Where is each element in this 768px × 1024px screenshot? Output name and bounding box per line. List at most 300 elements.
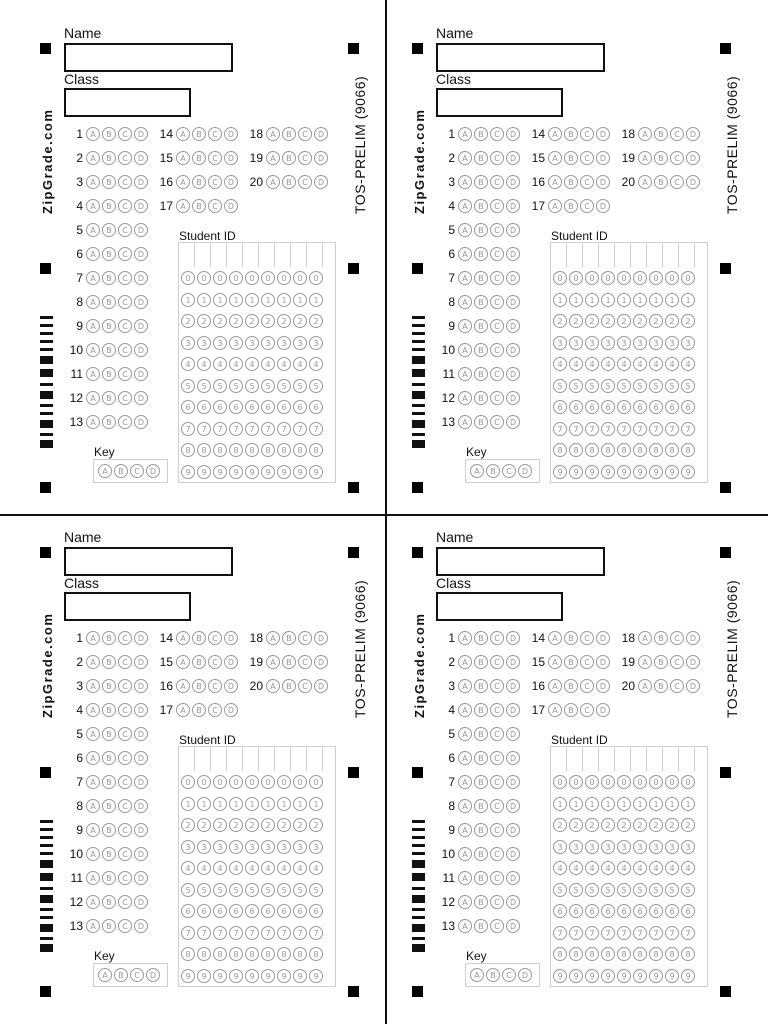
digit-bubble[interactable]: 4 bbox=[569, 357, 583, 371]
digit-bubble[interactable]: 6 bbox=[229, 904, 243, 918]
digit-bubble[interactable]: 6 bbox=[633, 400, 647, 414]
digit-bubble[interactable]: 5 bbox=[649, 883, 663, 897]
student-id-entry-box[interactable] bbox=[599, 747, 615, 771]
answer-bubble[interactable]: C bbox=[118, 847, 132, 861]
digit-bubble[interactable]: 4 bbox=[569, 861, 583, 875]
answer-bubble[interactable]: A bbox=[638, 151, 652, 165]
answer-bubble[interactable]: A bbox=[548, 655, 562, 669]
digit-bubble[interactable]: 3 bbox=[261, 840, 275, 854]
digit-bubble[interactable]: 6 bbox=[553, 400, 567, 414]
answer-bubble[interactable]: C bbox=[580, 631, 594, 645]
answer-bubble[interactable]: B bbox=[654, 175, 668, 189]
answer-bubble[interactable]: D bbox=[134, 199, 148, 213]
answer-bubble[interactable]: C bbox=[670, 679, 684, 693]
digit-bubble[interactable]: 1 bbox=[649, 797, 663, 811]
answer-bubble[interactable]: B bbox=[282, 655, 296, 669]
digit-bubble[interactable]: 6 bbox=[617, 904, 631, 918]
answer-bubble[interactable]: A bbox=[548, 127, 562, 141]
answer-bubble[interactable]: A bbox=[176, 127, 190, 141]
digit-bubble[interactable]: 5 bbox=[229, 883, 243, 897]
digit-bubble[interactable]: 9 bbox=[633, 969, 647, 983]
digit-bubble[interactable]: 4 bbox=[277, 357, 291, 371]
answer-bubble[interactable]: D bbox=[224, 655, 238, 669]
digit-bubble[interactable]: 0 bbox=[681, 775, 695, 789]
digit-bubble[interactable]: 8 bbox=[569, 947, 583, 961]
digit-bubble[interactable]: 3 bbox=[245, 840, 259, 854]
digit-bubble[interactable]: 2 bbox=[261, 314, 275, 328]
answer-bubble[interactable]: C bbox=[118, 751, 132, 765]
digit-bubble[interactable]: 8 bbox=[293, 443, 307, 457]
digit-bubble[interactable]: 6 bbox=[665, 400, 679, 414]
digit-bubble[interactable]: 4 bbox=[617, 357, 631, 371]
student-id-entry-box[interactable] bbox=[291, 747, 307, 771]
digit-bubble[interactable]: 8 bbox=[665, 443, 679, 457]
digit-bubble[interactable]: 2 bbox=[681, 314, 695, 328]
digit-bubble[interactable]: 3 bbox=[309, 840, 323, 854]
digit-bubble[interactable]: 3 bbox=[649, 336, 663, 350]
answer-bubble[interactable]: D bbox=[596, 703, 610, 717]
answer-bubble[interactable]: A bbox=[458, 343, 472, 357]
digit-bubble[interactable]: 3 bbox=[601, 336, 615, 350]
digit-bubble[interactable]: 9 bbox=[181, 969, 195, 983]
answer-bubble[interactable]: D bbox=[134, 319, 148, 333]
class-field[interactable] bbox=[436, 592, 563, 621]
student-id-entry-box[interactable] bbox=[275, 747, 291, 771]
digit-bubble[interactable]: 9 bbox=[569, 465, 583, 479]
answer-bubble[interactable]: B bbox=[654, 679, 668, 693]
digit-bubble[interactable]: 8 bbox=[601, 947, 615, 961]
answer-bubble[interactable]: B bbox=[474, 247, 488, 261]
answer-bubble[interactable]: C bbox=[580, 127, 594, 141]
answer-bubble[interactable]: B bbox=[102, 247, 116, 261]
answer-bubble[interactable]: C bbox=[490, 751, 504, 765]
digit-bubble[interactable]: 1 bbox=[309, 797, 323, 811]
answer-bubble[interactable]: D bbox=[596, 655, 610, 669]
key-bubble[interactable]: B bbox=[486, 968, 500, 982]
answer-bubble[interactable]: C bbox=[208, 631, 222, 645]
student-id-entry-box[interactable] bbox=[179, 243, 195, 267]
digit-bubble[interactable]: 3 bbox=[665, 336, 679, 350]
answer-bubble[interactable]: C bbox=[118, 631, 132, 645]
digit-bubble[interactable]: 7 bbox=[665, 926, 679, 940]
digit-bubble[interactable]: 1 bbox=[617, 293, 631, 307]
answer-bubble[interactable]: C bbox=[208, 151, 222, 165]
answer-bubble[interactable]: B bbox=[192, 655, 206, 669]
digit-bubble[interactable]: 4 bbox=[585, 861, 599, 875]
digit-bubble[interactable]: 7 bbox=[585, 926, 599, 940]
answer-bubble[interactable]: D bbox=[134, 631, 148, 645]
digit-bubble[interactable]: 0 bbox=[617, 271, 631, 285]
digit-bubble[interactable]: 6 bbox=[585, 904, 599, 918]
answer-bubble[interactable]: B bbox=[654, 151, 668, 165]
digit-bubble[interactable]: 1 bbox=[633, 293, 647, 307]
answer-bubble[interactable]: A bbox=[458, 415, 472, 429]
digit-bubble[interactable]: 5 bbox=[245, 379, 259, 393]
answer-bubble[interactable]: D bbox=[596, 631, 610, 645]
key-bubble[interactable]: D bbox=[518, 968, 532, 982]
answer-bubble[interactable]: D bbox=[224, 175, 238, 189]
digit-bubble[interactable]: 2 bbox=[665, 818, 679, 832]
answer-bubble[interactable]: B bbox=[102, 823, 116, 837]
answer-bubble[interactable]: B bbox=[192, 679, 206, 693]
digit-bubble[interactable]: 7 bbox=[293, 926, 307, 940]
digit-bubble[interactable]: 6 bbox=[213, 904, 227, 918]
digit-bubble[interactable]: 8 bbox=[181, 443, 195, 457]
key-bubble[interactable]: C bbox=[130, 968, 144, 982]
answer-bubble[interactable]: B bbox=[474, 175, 488, 189]
answer-bubble[interactable]: B bbox=[474, 847, 488, 861]
answer-bubble[interactable]: C bbox=[580, 151, 594, 165]
digit-bubble[interactable]: 7 bbox=[229, 926, 243, 940]
digit-bubble[interactable]: 5 bbox=[213, 379, 227, 393]
answer-bubble[interactable]: D bbox=[506, 775, 520, 789]
answer-bubble[interactable]: B bbox=[192, 199, 206, 213]
answer-bubble[interactable]: A bbox=[86, 415, 100, 429]
class-field[interactable] bbox=[64, 592, 191, 621]
answer-bubble[interactable]: D bbox=[686, 679, 700, 693]
digit-bubble[interactable]: 2 bbox=[293, 818, 307, 832]
answer-bubble[interactable]: C bbox=[490, 391, 504, 405]
digit-bubble[interactable]: 3 bbox=[181, 840, 195, 854]
answer-bubble[interactable]: B bbox=[102, 751, 116, 765]
digit-bubble[interactable]: 9 bbox=[649, 969, 663, 983]
answer-bubble[interactable]: A bbox=[458, 703, 472, 717]
key-bubble[interactable]: B bbox=[114, 968, 128, 982]
student-id-entry-box[interactable] bbox=[599, 243, 615, 267]
answer-bubble[interactable]: D bbox=[224, 127, 238, 141]
digit-bubble[interactable]: 3 bbox=[633, 840, 647, 854]
answer-bubble[interactable]: C bbox=[298, 655, 312, 669]
key-bubble[interactable]: A bbox=[470, 968, 484, 982]
digit-bubble[interactable]: 0 bbox=[181, 775, 195, 789]
student-id-entry-box[interactable] bbox=[551, 243, 567, 267]
digit-bubble[interactable]: 5 bbox=[569, 883, 583, 897]
digit-bubble[interactable]: 2 bbox=[681, 818, 695, 832]
digit-bubble[interactable]: 1 bbox=[617, 797, 631, 811]
answer-bubble[interactable]: D bbox=[506, 871, 520, 885]
digit-bubble[interactable]: 9 bbox=[309, 465, 323, 479]
answer-bubble[interactable]: B bbox=[474, 151, 488, 165]
key-bubble[interactable]: C bbox=[130, 464, 144, 478]
digit-bubble[interactable]: 0 bbox=[181, 271, 195, 285]
digit-bubble[interactable]: 6 bbox=[197, 400, 211, 414]
digit-bubble[interactable]: 0 bbox=[617, 775, 631, 789]
digit-bubble[interactable]: 7 bbox=[569, 926, 583, 940]
answer-bubble[interactable]: D bbox=[506, 127, 520, 141]
answer-bubble[interactable]: C bbox=[670, 631, 684, 645]
answer-bubble[interactable]: C bbox=[490, 295, 504, 309]
digit-bubble[interactable]: 1 bbox=[553, 293, 567, 307]
digit-bubble[interactable]: 0 bbox=[553, 271, 567, 285]
answer-bubble[interactable]: D bbox=[314, 679, 328, 693]
answer-bubble[interactable]: A bbox=[458, 847, 472, 861]
digit-bubble[interactable]: 2 bbox=[197, 314, 211, 328]
student-id-entry-box[interactable] bbox=[291, 243, 307, 267]
digit-bubble[interactable]: 5 bbox=[633, 883, 647, 897]
answer-bubble[interactable]: B bbox=[654, 127, 668, 141]
digit-bubble[interactable]: 7 bbox=[617, 926, 631, 940]
answer-bubble[interactable]: C bbox=[118, 295, 132, 309]
answer-bubble[interactable]: B bbox=[102, 679, 116, 693]
student-id-entry-box[interactable] bbox=[679, 243, 695, 267]
answer-bubble[interactable]: A bbox=[86, 679, 100, 693]
answer-bubble[interactable]: C bbox=[490, 775, 504, 789]
digit-bubble[interactable]: 0 bbox=[229, 271, 243, 285]
key-bubble[interactable]: A bbox=[470, 464, 484, 478]
digit-bubble[interactable]: 1 bbox=[229, 293, 243, 307]
digit-bubble[interactable]: 1 bbox=[585, 797, 599, 811]
digit-bubble[interactable]: 7 bbox=[197, 422, 211, 436]
digit-bubble[interactable]: 1 bbox=[553, 797, 567, 811]
digit-bubble[interactable]: 9 bbox=[261, 465, 275, 479]
digit-bubble[interactable]: 9 bbox=[293, 969, 307, 983]
answer-bubble[interactable]: A bbox=[86, 631, 100, 645]
digit-bubble[interactable]: 1 bbox=[681, 797, 695, 811]
answer-bubble[interactable]: D bbox=[314, 631, 328, 645]
digit-bubble[interactable]: 9 bbox=[553, 465, 567, 479]
answer-bubble[interactable]: C bbox=[490, 919, 504, 933]
student-id-entry-box[interactable] bbox=[307, 747, 323, 771]
digit-bubble[interactable]: 1 bbox=[213, 293, 227, 307]
answer-bubble[interactable]: B bbox=[474, 415, 488, 429]
answer-bubble[interactable]: B bbox=[102, 775, 116, 789]
answer-bubble[interactable]: A bbox=[638, 127, 652, 141]
digit-bubble[interactable]: 4 bbox=[245, 357, 259, 371]
digit-bubble[interactable]: 5 bbox=[213, 883, 227, 897]
answer-bubble[interactable]: B bbox=[282, 679, 296, 693]
digit-bubble[interactable]: 5 bbox=[585, 379, 599, 393]
answer-bubble[interactable]: A bbox=[638, 175, 652, 189]
answer-bubble[interactable]: B bbox=[474, 727, 488, 741]
answer-bubble[interactable]: C bbox=[118, 871, 132, 885]
answer-bubble[interactable]: A bbox=[86, 343, 100, 357]
digit-bubble[interactable]: 7 bbox=[649, 926, 663, 940]
answer-bubble[interactable]: C bbox=[580, 655, 594, 669]
answer-bubble[interactable]: A bbox=[86, 319, 100, 333]
digit-bubble[interactable]: 3 bbox=[585, 840, 599, 854]
answer-bubble[interactable]: A bbox=[176, 151, 190, 165]
answer-bubble[interactable]: A bbox=[458, 175, 472, 189]
digit-bubble[interactable]: 0 bbox=[245, 775, 259, 789]
digit-bubble[interactable]: 6 bbox=[277, 400, 291, 414]
digit-bubble[interactable]: 8 bbox=[617, 443, 631, 457]
answer-bubble[interactable]: B bbox=[102, 127, 116, 141]
digit-bubble[interactable]: 2 bbox=[245, 314, 259, 328]
digit-bubble[interactable]: 2 bbox=[277, 818, 291, 832]
answer-bubble[interactable]: B bbox=[192, 703, 206, 717]
digit-bubble[interactable]: 8 bbox=[309, 443, 323, 457]
digit-bubble[interactable]: 4 bbox=[681, 357, 695, 371]
digit-bubble[interactable]: 2 bbox=[213, 314, 227, 328]
answer-bubble[interactable]: A bbox=[458, 751, 472, 765]
digit-bubble[interactable]: 8 bbox=[649, 443, 663, 457]
answer-bubble[interactable]: C bbox=[670, 127, 684, 141]
digit-bubble[interactable]: 8 bbox=[681, 443, 695, 457]
answer-bubble[interactable]: C bbox=[118, 823, 132, 837]
digit-bubble[interactable]: 8 bbox=[213, 443, 227, 457]
digit-bubble[interactable]: 9 bbox=[277, 465, 291, 479]
digit-bubble[interactable]: 5 bbox=[181, 379, 195, 393]
answer-bubble[interactable]: C bbox=[670, 151, 684, 165]
digit-bubble[interactable]: 3 bbox=[277, 336, 291, 350]
answer-bubble[interactable]: D bbox=[506, 847, 520, 861]
digit-bubble[interactable]: 7 bbox=[181, 926, 195, 940]
digit-bubble[interactable]: 4 bbox=[649, 861, 663, 875]
digit-bubble[interactable]: 8 bbox=[649, 947, 663, 961]
answer-bubble[interactable]: C bbox=[298, 175, 312, 189]
digit-bubble[interactable]: 8 bbox=[569, 443, 583, 457]
key-bubble[interactable]: D bbox=[518, 464, 532, 478]
answer-bubble[interactable]: C bbox=[490, 367, 504, 381]
student-id-entry-box[interactable] bbox=[663, 243, 679, 267]
digit-bubble[interactable]: 8 bbox=[633, 947, 647, 961]
answer-bubble[interactable]: B bbox=[192, 631, 206, 645]
answer-bubble[interactable]: C bbox=[490, 175, 504, 189]
answer-bubble[interactable]: A bbox=[458, 919, 472, 933]
answer-bubble[interactable]: C bbox=[298, 679, 312, 693]
digit-bubble[interactable]: 2 bbox=[617, 314, 631, 328]
answer-bubble[interactable]: A bbox=[86, 847, 100, 861]
digit-bubble[interactable]: 8 bbox=[633, 443, 647, 457]
answer-bubble[interactable]: A bbox=[86, 271, 100, 285]
answer-bubble[interactable]: A bbox=[458, 727, 472, 741]
digit-bubble[interactable]: 7 bbox=[601, 422, 615, 436]
digit-bubble[interactable]: 8 bbox=[261, 947, 275, 961]
key-bubble[interactable]: B bbox=[486, 464, 500, 478]
answer-bubble[interactable]: A bbox=[86, 151, 100, 165]
answer-bubble[interactable]: D bbox=[314, 151, 328, 165]
digit-bubble[interactable]: 9 bbox=[213, 465, 227, 479]
digit-bubble[interactable]: 4 bbox=[213, 861, 227, 875]
answer-bubble[interactable]: D bbox=[134, 751, 148, 765]
digit-bubble[interactable]: 0 bbox=[277, 775, 291, 789]
answer-bubble[interactable]: A bbox=[458, 367, 472, 381]
answer-bubble[interactable]: C bbox=[670, 655, 684, 669]
answer-bubble[interactable]: A bbox=[458, 127, 472, 141]
digit-bubble[interactable]: 1 bbox=[245, 293, 259, 307]
answer-bubble[interactable]: D bbox=[134, 871, 148, 885]
answer-bubble[interactable]: C bbox=[118, 727, 132, 741]
digit-bubble[interactable]: 9 bbox=[245, 969, 259, 983]
class-field[interactable] bbox=[436, 88, 563, 117]
answer-bubble[interactable]: B bbox=[102, 703, 116, 717]
digit-bubble[interactable]: 5 bbox=[197, 379, 211, 393]
digit-bubble[interactable]: 9 bbox=[649, 465, 663, 479]
digit-bubble[interactable]: 6 bbox=[213, 400, 227, 414]
digit-bubble[interactable]: 8 bbox=[261, 443, 275, 457]
digit-bubble[interactable]: 2 bbox=[601, 314, 615, 328]
answer-bubble[interactable]: D bbox=[506, 823, 520, 837]
answer-bubble[interactable]: D bbox=[506, 391, 520, 405]
digit-bubble[interactable]: 0 bbox=[197, 775, 211, 789]
digit-bubble[interactable]: 5 bbox=[293, 883, 307, 897]
answer-bubble[interactable]: B bbox=[102, 655, 116, 669]
digit-bubble[interactable]: 4 bbox=[293, 861, 307, 875]
digit-bubble[interactable]: 2 bbox=[553, 314, 567, 328]
digit-bubble[interactable]: 2 bbox=[197, 818, 211, 832]
answer-bubble[interactable]: B bbox=[282, 631, 296, 645]
answer-bubble[interactable]: D bbox=[506, 679, 520, 693]
digit-bubble[interactable]: 7 bbox=[617, 422, 631, 436]
answer-bubble[interactable]: D bbox=[686, 151, 700, 165]
answer-bubble[interactable]: A bbox=[458, 319, 472, 333]
digit-bubble[interactable]: 9 bbox=[277, 969, 291, 983]
digit-bubble[interactable]: 9 bbox=[617, 969, 631, 983]
digit-bubble[interactable]: 0 bbox=[569, 271, 583, 285]
answer-bubble[interactable]: A bbox=[266, 127, 280, 141]
digit-bubble[interactable]: 8 bbox=[585, 947, 599, 961]
digit-bubble[interactable]: 9 bbox=[245, 465, 259, 479]
answer-bubble[interactable]: D bbox=[134, 223, 148, 237]
answer-bubble[interactable]: A bbox=[86, 295, 100, 309]
answer-bubble[interactable]: D bbox=[596, 679, 610, 693]
digit-bubble[interactable]: 6 bbox=[601, 400, 615, 414]
digit-bubble[interactable]: 9 bbox=[617, 465, 631, 479]
answer-bubble[interactable]: A bbox=[86, 655, 100, 669]
digit-bubble[interactable]: 1 bbox=[261, 797, 275, 811]
answer-bubble[interactable]: D bbox=[134, 247, 148, 261]
digit-bubble[interactable]: 9 bbox=[293, 465, 307, 479]
answer-bubble[interactable]: D bbox=[224, 679, 238, 693]
answer-bubble[interactable]: A bbox=[458, 871, 472, 885]
answer-bubble[interactable]: C bbox=[490, 895, 504, 909]
digit-bubble[interactable]: 4 bbox=[309, 861, 323, 875]
digit-bubble[interactable]: 7 bbox=[633, 926, 647, 940]
answer-bubble[interactable]: C bbox=[208, 655, 222, 669]
answer-bubble[interactable]: B bbox=[102, 271, 116, 285]
answer-bubble[interactable]: B bbox=[564, 631, 578, 645]
digit-bubble[interactable]: 8 bbox=[617, 947, 631, 961]
answer-bubble[interactable]: D bbox=[506, 895, 520, 909]
digit-bubble[interactable]: 5 bbox=[181, 883, 195, 897]
digit-bubble[interactable]: 9 bbox=[309, 969, 323, 983]
answer-bubble[interactable]: B bbox=[474, 799, 488, 813]
answer-bubble[interactable]: C bbox=[490, 679, 504, 693]
digit-bubble[interactable]: 7 bbox=[229, 422, 243, 436]
answer-bubble[interactable]: C bbox=[118, 175, 132, 189]
answer-bubble[interactable]: B bbox=[474, 679, 488, 693]
answer-bubble[interactable]: B bbox=[564, 151, 578, 165]
answer-bubble[interactable]: C bbox=[118, 271, 132, 285]
name-field[interactable] bbox=[64, 547, 233, 576]
answer-bubble[interactable]: A bbox=[86, 823, 100, 837]
answer-bubble[interactable]: C bbox=[118, 151, 132, 165]
digit-bubble[interactable]: 1 bbox=[277, 293, 291, 307]
digit-bubble[interactable]: 0 bbox=[293, 271, 307, 285]
digit-bubble[interactable]: 9 bbox=[681, 465, 695, 479]
digit-bubble[interactable]: 9 bbox=[585, 969, 599, 983]
answer-bubble[interactable]: D bbox=[134, 415, 148, 429]
answer-bubble[interactable]: D bbox=[134, 703, 148, 717]
digit-bubble[interactable]: 4 bbox=[293, 357, 307, 371]
digit-bubble[interactable]: 0 bbox=[309, 271, 323, 285]
answer-bubble[interactable]: D bbox=[224, 703, 238, 717]
answer-bubble[interactable]: C bbox=[298, 127, 312, 141]
answer-bubble[interactable]: B bbox=[282, 151, 296, 165]
digit-bubble[interactable]: 1 bbox=[261, 293, 275, 307]
digit-bubble[interactable]: 3 bbox=[229, 336, 243, 350]
digit-bubble[interactable]: 6 bbox=[553, 904, 567, 918]
answer-bubble[interactable]: D bbox=[134, 775, 148, 789]
digit-bubble[interactable]: 6 bbox=[261, 904, 275, 918]
digit-bubble[interactable]: 8 bbox=[229, 443, 243, 457]
answer-bubble[interactable]: C bbox=[670, 175, 684, 189]
digit-bubble[interactable]: 0 bbox=[213, 271, 227, 285]
answer-bubble[interactable]: B bbox=[564, 127, 578, 141]
digit-bubble[interactable]: 9 bbox=[229, 465, 243, 479]
digit-bubble[interactable]: 4 bbox=[633, 861, 647, 875]
answer-bubble[interactable]: C bbox=[490, 199, 504, 213]
